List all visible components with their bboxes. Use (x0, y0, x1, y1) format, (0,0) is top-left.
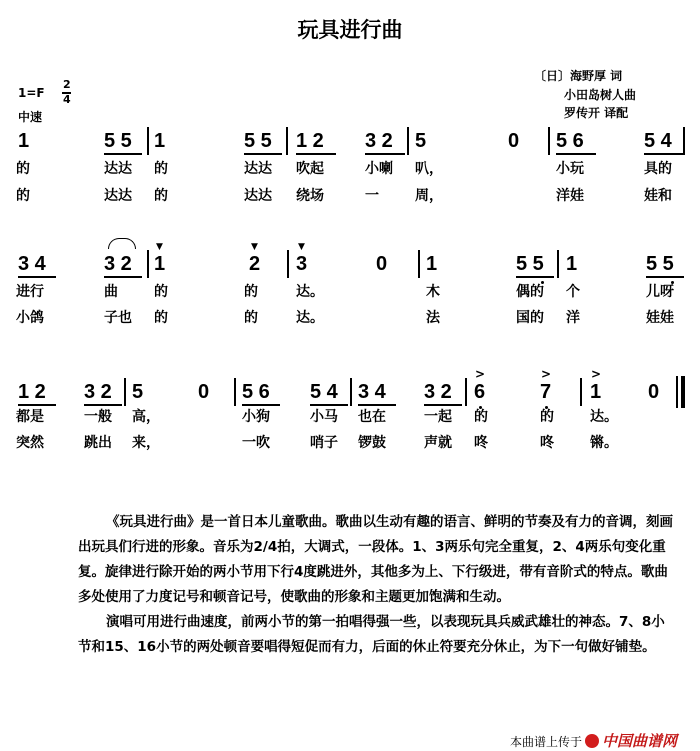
lyric: 声就 (424, 435, 452, 451)
barline (683, 127, 685, 155)
description (78, 510, 678, 660)
note: 1 (18, 130, 30, 152)
underline (104, 276, 142, 278)
lyric: 具的 (644, 161, 672, 177)
barline (234, 378, 236, 406)
barline (124, 378, 126, 406)
underline (365, 153, 405, 155)
final-barline-thin (676, 376, 678, 408)
note: 3 4 (358, 381, 386, 403)
lyric: 的 (154, 284, 168, 300)
lyric: 小狗 (242, 409, 270, 425)
barline (418, 250, 420, 278)
lyric: 哨子 (310, 435, 338, 451)
underline (18, 276, 56, 278)
lyric: 来， (132, 435, 160, 451)
lyric: 的 (540, 409, 554, 425)
note: 3 2 (365, 130, 393, 152)
note: 5 4 (644, 130, 672, 152)
barline (580, 378, 582, 406)
lyric: 个 (566, 284, 580, 300)
underline (18, 404, 56, 406)
tempo-mark: 中速 (18, 110, 43, 124)
lyric: 娃娃 (646, 310, 674, 326)
note: 1 2 (296, 130, 324, 152)
lyric: 吹起 (296, 161, 324, 177)
staccato-mark: ▼ (298, 242, 305, 252)
note: 1 (426, 253, 438, 275)
underline (644, 153, 684, 155)
lyric: 达。 (296, 284, 324, 300)
lyric: 娃和 (644, 188, 672, 204)
lyric: 偶的 (516, 284, 544, 300)
lyric: 锣鼓 (358, 435, 386, 451)
rest: 0 (508, 130, 520, 152)
note: 1 (154, 253, 166, 275)
note: 3 2 (424, 381, 452, 403)
lyric: 咚 (540, 435, 554, 451)
barline (548, 127, 550, 155)
lyric: 小玩 (556, 161, 584, 177)
note: 1 (154, 130, 166, 152)
note: 3 (296, 253, 308, 275)
lyric: 国的 (516, 310, 544, 326)
composer-credit: 小田岛树人曲 (564, 88, 637, 102)
note: 1 (590, 381, 602, 403)
underline (310, 404, 348, 406)
lyric: 一般 (84, 409, 112, 425)
lyric: 也在 (358, 409, 386, 425)
underline (358, 404, 396, 406)
staccato-mark: ▼ (251, 242, 258, 252)
note: 5 (132, 381, 144, 403)
lyric: 达达 (244, 188, 272, 204)
lyric: 的 (16, 161, 30, 177)
lyric: 子也 (104, 310, 132, 326)
lyric: 的 (16, 188, 30, 204)
underline (556, 153, 596, 155)
site-logo-icon (585, 734, 599, 748)
page-title: 玩具进行曲 (297, 18, 403, 42)
underline (646, 276, 684, 278)
rest: 0 (648, 381, 660, 403)
underline (516, 276, 554, 278)
underline (244, 153, 282, 155)
lyric: 锵。 (590, 435, 618, 451)
site-name[interactable]: 中国曲谱网 (602, 732, 678, 750)
note: 3 2 (104, 253, 132, 275)
note: 5 6 (556, 130, 584, 152)
note: 1 2 (18, 381, 46, 403)
lyricist-credit: 〔日〕海野厚 词 (534, 69, 623, 83)
barline (147, 250, 149, 278)
lyric: 木 (426, 284, 440, 300)
lyric: 一 (365, 188, 379, 204)
note: 5 (415, 130, 427, 152)
note: 5 5 (104, 130, 132, 152)
lyric: 达达 (104, 161, 132, 177)
underline (84, 404, 122, 406)
accent-mark: > (541, 367, 552, 381)
note: 5 5 (516, 253, 544, 275)
lyric: 的 (244, 284, 258, 300)
rest: 0 (198, 381, 210, 403)
upload-note (510, 730, 677, 751)
lyric: 咚 (474, 435, 488, 451)
description-paragraph: 演唱可用进行曲速度，前两小节的第一拍唱得强一些，以表现玩具兵威武雄壮的神态。7、8小节和15、16小节的两处顿音要唱得短促而有力，后面的休止符要充分休止，为下一句做好铺垫。 (78, 614, 665, 655)
lyric: 周， (415, 188, 443, 204)
accent-mark: > (591, 367, 602, 381)
lyric: 洋 (566, 310, 580, 326)
lyric: 儿呀 (646, 284, 674, 300)
lyric: 跳出 (84, 435, 112, 451)
lyric: 达。 (590, 409, 618, 425)
lyric: 小喇 (365, 161, 393, 177)
note: 1 (566, 253, 578, 275)
lyric: 叭， (415, 161, 443, 177)
note: 3 2 (84, 381, 112, 403)
rest: 0 (376, 253, 388, 275)
arranger-credit: 罗传开 译配 (564, 106, 629, 120)
lyric: 进行 (16, 284, 44, 300)
barline (286, 127, 288, 155)
underline (424, 404, 462, 406)
slur-mark (108, 238, 136, 249)
lyric: 小马 (310, 409, 338, 425)
lyric: 的 (244, 310, 258, 326)
lyric: 一起 (424, 409, 452, 425)
lyric: 突然 (16, 435, 44, 451)
lyric: 洋娃 (556, 188, 584, 204)
barline (407, 127, 409, 155)
lyric: 曲 (104, 284, 118, 300)
accent-mark: > (475, 367, 486, 381)
lyric: 都是 (16, 409, 44, 425)
note: 3 4 (18, 253, 46, 275)
note: 5 5 (646, 253, 674, 275)
note: 5 6 (242, 381, 270, 403)
note: 2 (249, 253, 261, 275)
lyric: 的 (154, 310, 168, 326)
underline (242, 404, 280, 406)
barline (350, 378, 352, 406)
lyric: 一吹 (242, 435, 270, 451)
lyric: 高， (132, 409, 160, 425)
barline (557, 250, 559, 278)
note: 6 (474, 381, 486, 403)
barline (287, 250, 289, 278)
lyric: 绕场 (296, 188, 324, 204)
final-barline-thick (681, 376, 685, 408)
lyric: 的 (154, 161, 168, 177)
upload-text: 本曲谱上传于 (510, 735, 583, 749)
lyric: 的 (474, 409, 488, 425)
time-bottom: 4 (63, 93, 71, 106)
lyric: 法 (426, 310, 440, 326)
lyric: 达达 (244, 161, 272, 177)
staccato-mark: ▼ (156, 242, 163, 252)
lyric: 达达 (104, 188, 132, 204)
key-signature: 1=F (18, 86, 45, 100)
underline (296, 153, 336, 155)
barline (147, 127, 149, 155)
note: 7 (540, 381, 552, 403)
description-paragraph: 《玩具进行曲》是一首日本儿童歌曲。歌曲以生动有趣的语言、鲜明的节奏及有力的音调，刻画出玩具们行进的形象。音乐为2/4拍，大调式，一段体。1、3两乐句完全重复，2、4两乐句变化重复。旋律进行除开始的两小节用下行4度跳进外，其他多为上、下行级进，带有音阶式的特点。歌曲多处使用了力度记号和顿音记号，使歌曲的形象和主题更加饱满和生动。 (78, 514, 673, 605)
underline (104, 153, 142, 155)
note: 5 5 (244, 130, 272, 152)
lyric: 的 (154, 188, 168, 204)
lyric: 小鸽 (16, 310, 44, 326)
time-top: 2 (63, 78, 71, 91)
lyric: 达。 (296, 310, 324, 326)
barline (465, 378, 467, 406)
note: 5 4 (310, 381, 338, 403)
